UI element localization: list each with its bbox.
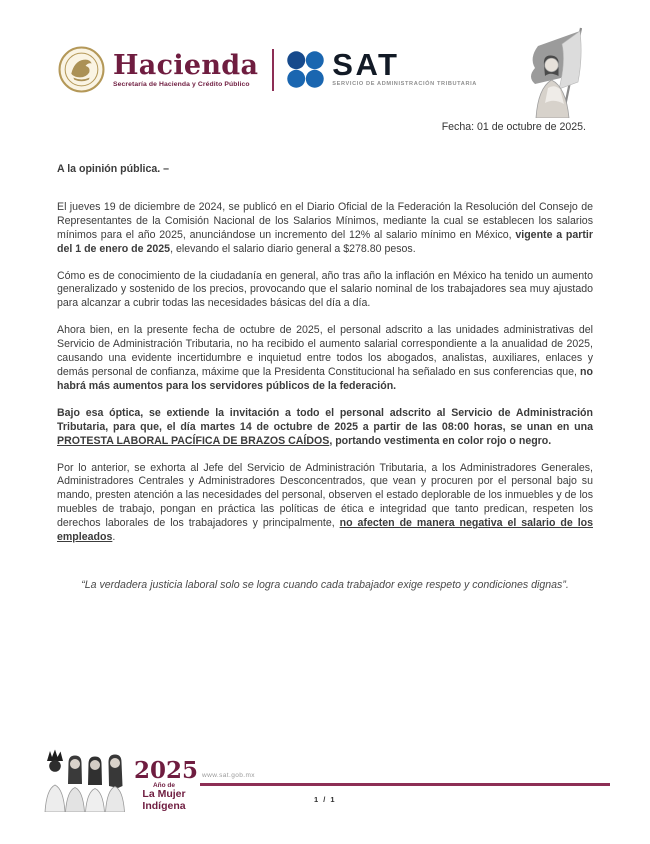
footer-rule [200,783,610,786]
footer-site-column [200,772,610,786]
date-line: Fecha: 01 de octubre de 2025. [441,121,586,133]
paragraph-5 [57,462,593,545]
page-number: 1 / 1 [313,795,337,804]
year-caption-line1: Año de [152,781,176,789]
salutation: A la opinión pública. – [57,163,170,175]
paragraph-4 [57,407,593,449]
paragraph-1-tail: , elevando el salario diario general a $278.80 pesos. [170,242,416,255]
paragraph-5-text: Por lo anterior, se exhorta al Jefe del Servicio de Administración Tributaria, a los Administradores Generales, Administradores Centrales y Administradores Desconcentrados, que vean y procuren por el personal bajo su mando, presten atención a las necesidades del personal, observen el estado deplorable de los inmuebles y de los muebles de trabajo, pongan en práctica las políticas de ética e integridad que tanto predican, respeten los derechos laborales de los trabajadores y principalmente, [57,461,593,530]
paragraph-5-bold-underline: no afecten de manera negativa el salario de los empleados [57,517,593,544]
woman-with-flag-illustration [502,26,606,118]
paragraph-3 [57,324,593,394]
paragraph-3-text: Ahora bien, en la presente fecha de octubre de 2025, el personal adscrito a las unidades administrativas del Servicio de Administración Tributaria, no ha recibido el aumento salarial correspondiente a la anualidad de 2025, causando una evidente incertidumbre e inquietud entre todos los abogados, analistas, auxiliares, enlaces y demás personal de confianza, máxime que la Presidenta Constitucional ha señalado en sus conferencias que, [57,324,593,378]
year-caption-line3: Indígena [142,799,186,812]
paragraph-1 [57,201,593,257]
sat-wordmark: SAT [332,46,400,82]
paragraph-4-underline: PROTESTA LABORAL PACÍFICA DE BRAZOS CAÍDOS [57,434,330,447]
paragraph-1-bold: vigente a partir del 1 de enero de 2025 [57,228,593,255]
sat-subtitle: SERVICIO DE ADMINISTRACIÓN TRIBUTARIA [332,81,477,88]
hacienda-subtitle: Secretaría de Hacienda y Crédito Público [113,80,250,88]
hacienda-logo [58,46,258,93]
paragraph-2: Cómo es de conocimiento de la ciudadanía en general, año tras año la inflación en México ha tenido un aumento generalizado y sostenido de los precios, provocando que el salario nominal de los trabajadores sea muy ajustado para alcanzar a cubrir todas las necesidades básicas del día a día. [57,269,593,310]
paragraph-1-text: El jueves 19 de diciembre de 2024, se publicó en el Diario Oficial de la Federación la Resolución del Consejo de Representantes de la Comisión Nacional de los Salarios Mínimos, mediante la cual se establecen los salarios mínimos para el año 2025, anunciándose un incremento del 12% al salario mínimo en México, [57,200,593,241]
year-emblem-2025: 2025 [134,756,199,784]
website-url: www.sat.gob.mx [202,772,255,779]
hacienda-wordmark-block [113,49,259,88]
logo-divider [272,49,274,91]
sat-logo [286,46,477,89]
paragraph-4-tail: , portando vestimenta en color rojo o negro. [329,434,552,447]
closing-quote: “La verdadera justicia laboral solo se logra cuando cada trabajador exige respeto y condiciones dignas”. [81,578,569,591]
paragraph-5-tail: . [112,531,116,544]
letter-body [57,163,593,606]
four-circles-icon [286,50,325,89]
letterhead [58,46,477,93]
paragraph-3-bold: no habrá más aumentos para los servidores públicos de la federación. [57,365,593,392]
year-caption-line2: La Mujer [142,788,186,801]
hacienda-wordmark: Hacienda [113,49,259,81]
paragraph-4-text: Bajo esa óptica, se extiende la invitación a todo el personal adscrito al Servicio de Administración Tributaria, para que, el día martes 14 de octubre de 2025 a partir de las 08:00 horas, se unan en una [57,406,593,433]
sat-wordmark-block [332,46,477,88]
eagle-seal-icon [58,46,105,93]
